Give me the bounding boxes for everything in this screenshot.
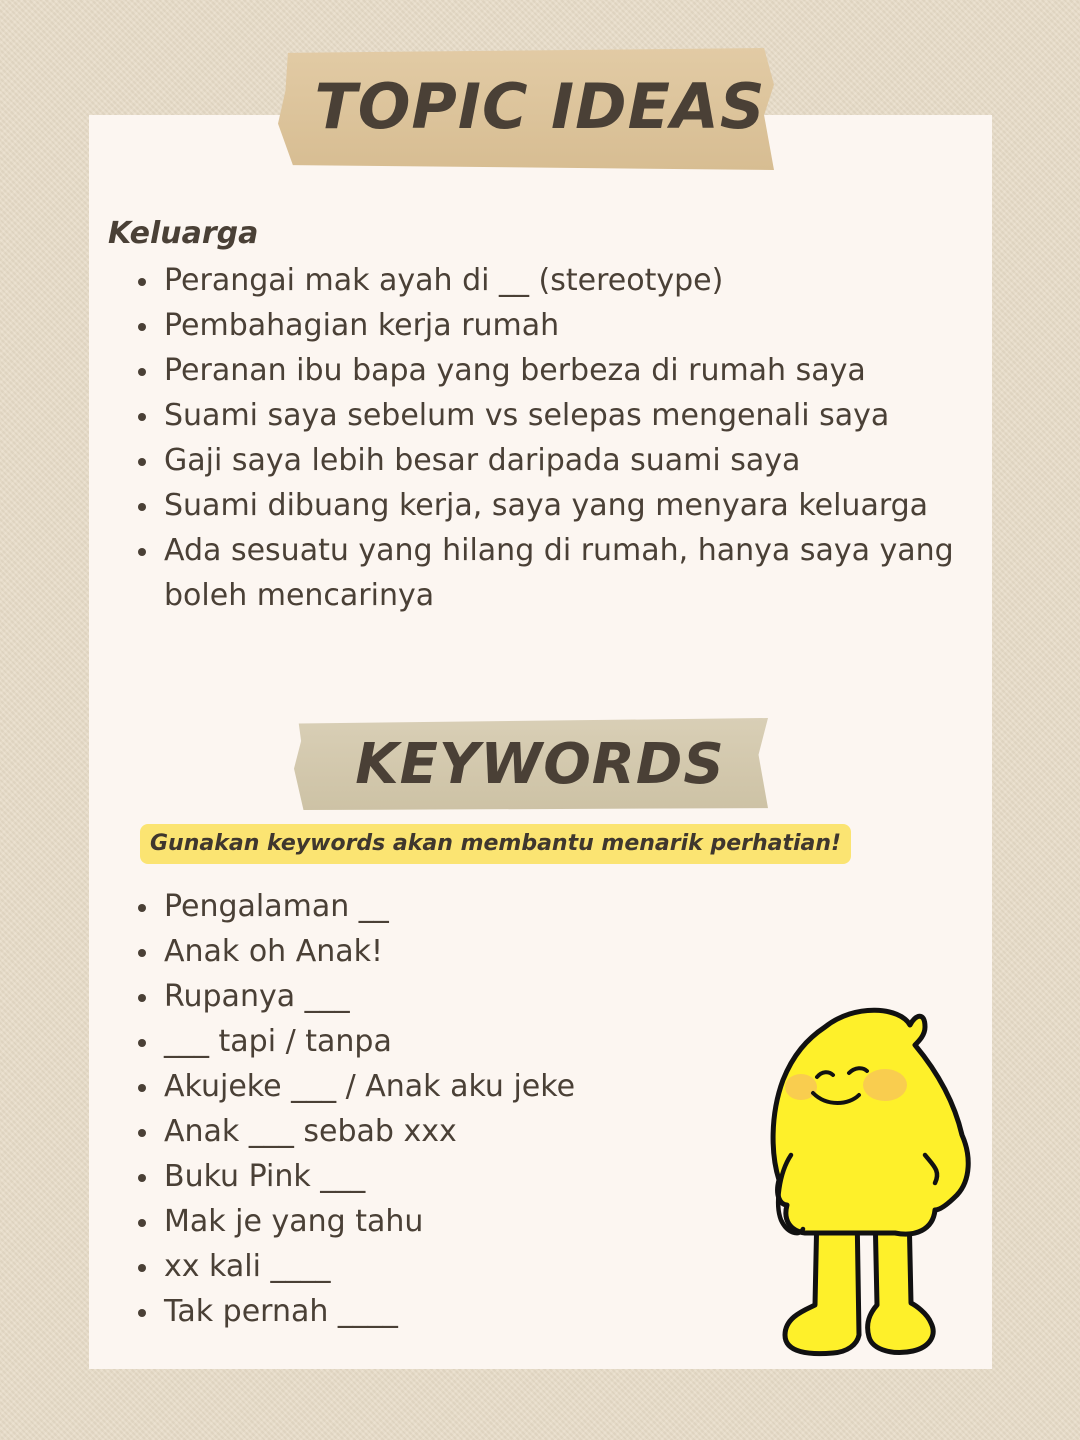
keyword-item: Tak pernah ____ xyxy=(134,1289,734,1334)
section-label-keluarga: Keluarga xyxy=(108,216,259,251)
topic-item: Suami dibuang kerja, saya yang menyara keluarga xyxy=(134,483,954,528)
keyword-item: Anak oh Anak! xyxy=(134,929,734,974)
keyword-item: Pengalaman __ xyxy=(134,884,734,929)
keyword-item: Buku Pink ___ xyxy=(134,1154,734,1199)
topic-ideas-heading: TOPIC IDEAS xyxy=(314,70,766,143)
keyword-item: Akujeke ___ / Anak aku jeke xyxy=(134,1064,734,1109)
keyword-item: Rupanya ___ xyxy=(134,974,734,1019)
topic-item: Gaji saya lebih besar daripada suami saya xyxy=(134,438,954,483)
keyword-item: Mak je yang tahu xyxy=(134,1199,734,1244)
topic-item: Pembahagian kerja rumah xyxy=(134,303,954,348)
keyword-list xyxy=(134,884,734,1334)
topic-list xyxy=(134,258,954,618)
topic-item: Perangai mak ayah di __ (stereotype) xyxy=(134,258,954,303)
yellow-blob-character-smiling-icon xyxy=(765,1005,980,1360)
keyword-item: Anak ___ sebab xxx xyxy=(134,1109,734,1154)
topic-item: Peranan ibu bapa yang berbeza di rumah saya xyxy=(134,348,954,393)
topic-item: Suami saya sebelum vs selepas mengenali saya xyxy=(134,393,954,438)
keywords-tip-highlight: Gunakan keywords akan membantu menarik perhatian! xyxy=(140,824,851,864)
keyword-item: ___ tapi / tanpa xyxy=(134,1019,734,1064)
keywords-heading: KEYWORDS xyxy=(355,732,725,797)
keyword-item: xx kali ____ xyxy=(134,1244,734,1289)
topic-item: Ada sesuatu yang hilang di rumah, hanya saya yang boleh mencarinya xyxy=(134,528,954,618)
